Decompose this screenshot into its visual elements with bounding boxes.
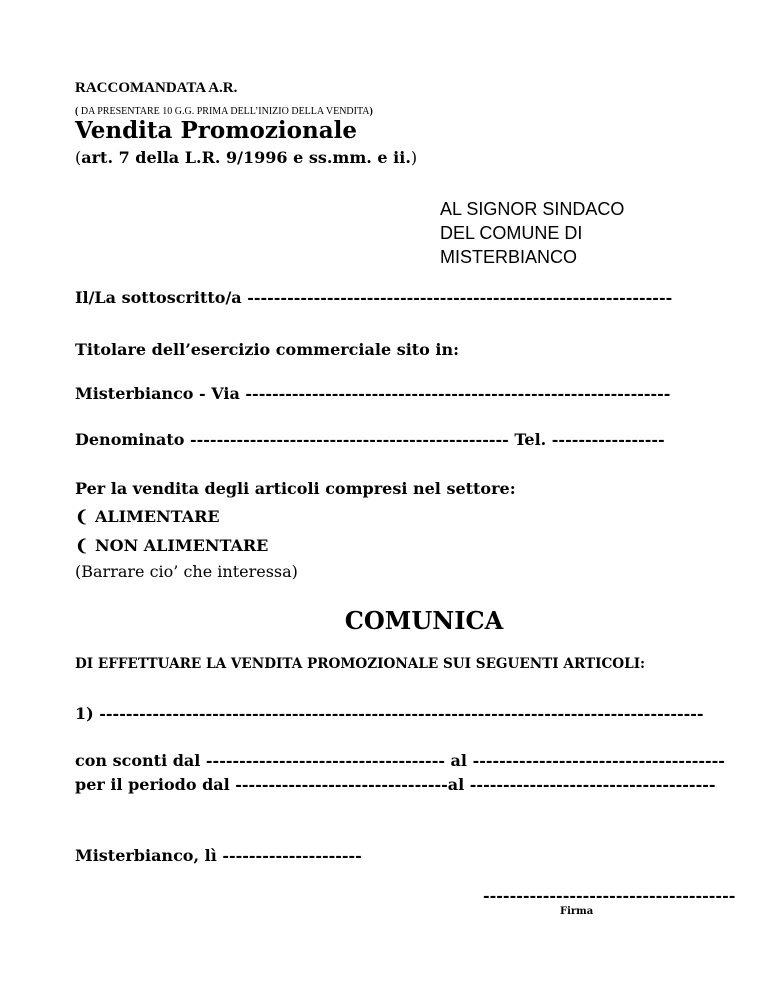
recipient-block bbox=[440, 197, 700, 269]
street-field: Misterbianco - Via ---------------------------------------------------------------- bbox=[75, 384, 671, 403]
registered-mail-heading: RACCOMANDATA A.R. bbox=[75, 80, 238, 96]
note-text: DA PRESENTARE 10 G.G. PRIMA DELL’INIZIO DELLA VENDITA bbox=[78, 106, 370, 117]
period-range-field: per il periodo dal --------------------------------al ------------------------------------- bbox=[75, 775, 716, 794]
place-date-field: Misterbianco, lì --------------------- bbox=[75, 846, 362, 865]
instruction-note: (Barrare cio’ che interessa) bbox=[75, 562, 298, 581]
option-non-alimentare-label: NON ALIMENTARE bbox=[95, 536, 269, 555]
recipient-line-3: MISTERBIANCO bbox=[440, 247, 578, 267]
business-owner-label: Titolare dell’esercizio commerciale sito in: bbox=[75, 340, 460, 359]
submission-note bbox=[75, 106, 373, 117]
note-close-paren: ) bbox=[369, 106, 373, 117]
law-reference bbox=[75, 148, 417, 167]
comunica-heading: COMUNICA bbox=[344, 606, 504, 635]
checkbox-glyph: ❨ bbox=[75, 507, 89, 526]
signature-label: Firma bbox=[560, 906, 594, 917]
signature-line: -------------------------------------- bbox=[483, 886, 736, 905]
recipient-line-1: AL SIGNOR SINDACO bbox=[440, 199, 625, 219]
article-item-1: 1) ------------------------------------------------------------------------------------------- bbox=[75, 704, 704, 723]
undersigned-field: Il/La sottoscritto/a ---------------------------------------------------------------- bbox=[75, 288, 673, 307]
option-non-alimentare bbox=[75, 536, 268, 555]
law-open-paren: ( bbox=[75, 148, 82, 167]
law-close-paren: ) bbox=[410, 148, 418, 167]
discount-range-field: con sconti dal ------------------------------------ al -------------------------------------- bbox=[75, 751, 725, 770]
statement-line: DI EFFETTUARE LA VENDITA PROMOZIONALE SUI SEGUENTI ARTICOLI: bbox=[75, 656, 646, 672]
business-name-phone-field: Denominato ------------------------------------------------ Tel. ----------------- bbox=[75, 430, 665, 449]
sector-label: Per la vendita degli articoli compresi nel settore: bbox=[75, 479, 516, 498]
recipient-line-2: DEL COMUNE DI bbox=[440, 223, 583, 243]
law-text: art. 7 della L.R. 9/1996 e ss.mm. e ii. bbox=[81, 148, 411, 167]
document-title: Vendita Promozionale bbox=[75, 117, 358, 144]
option-alimentare bbox=[75, 507, 220, 526]
note-open-paren: ( bbox=[75, 106, 79, 117]
checkbox-glyph: ❨ bbox=[75, 536, 89, 555]
option-alimentare-label: ALIMENTARE bbox=[95, 507, 220, 526]
